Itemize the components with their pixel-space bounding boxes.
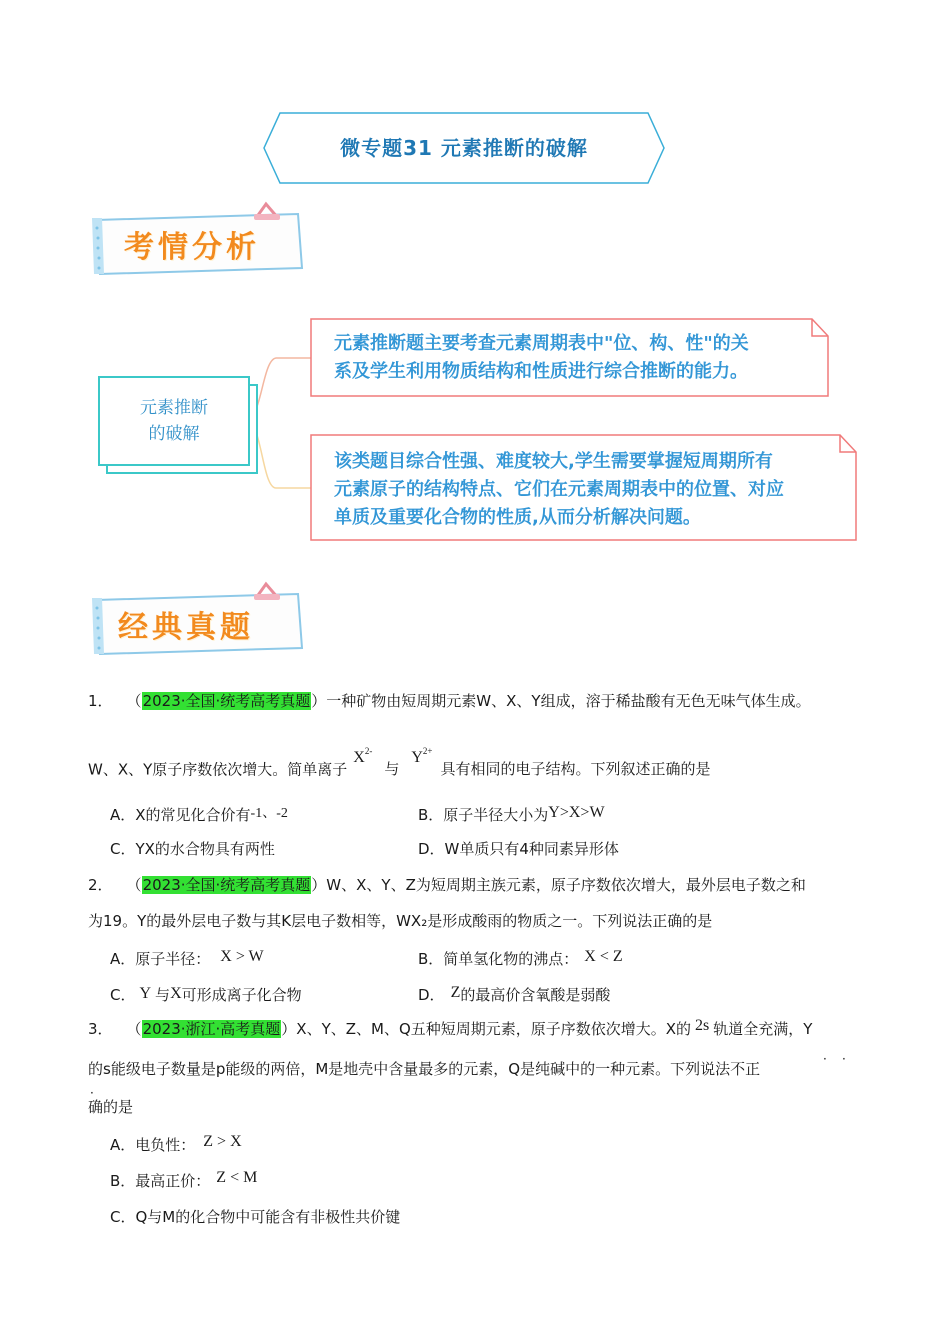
q1-line2	[88, 746, 711, 781]
q1-ion-y-symbol: Y	[411, 749, 423, 767]
q2-option-a-text: A．原子半径：	[110, 950, 211, 968]
q1-option-b[interactable]	[418, 804, 605, 827]
q3-option-b-text: B．最高正价：	[110, 1172, 211, 1190]
card2-line2: 元素原子的结构特点、它们在元素周期表中的位置、对应	[334, 479, 784, 500]
q3-option-a-math: Z > X	[203, 1133, 242, 1150]
q1-line1	[88, 690, 811, 712]
mindmap-center-line2: 的破解	[148, 424, 200, 444]
q1-option-b-math: Y>X>W	[548, 804, 605, 821]
q3-option-b-math: Z < M	[216, 1169, 258, 1186]
q2-source-tag: 2023·全国·统考高考真题	[142, 876, 311, 894]
paperclip-icon	[252, 580, 282, 602]
q3-line1	[88, 1018, 812, 1041]
q2-option-c-and: 与	[155, 986, 171, 1004]
q2-option-d-letter: D．	[418, 986, 445, 1004]
q2-option-b[interactable]	[418, 948, 623, 971]
q3-option-b[interactable]	[110, 1170, 257, 1193]
q3-stem-1b: 轨道全充满，Y	[713, 1020, 813, 1038]
q1-stem-2a: W、X、Y原子序数依次增大。简单离子	[88, 760, 348, 779]
q1-paren-open: （	[126, 692, 142, 710]
q1-option-a-math: -1、-2	[250, 806, 288, 821]
emphasis-dot-2: ·	[842, 1052, 846, 1066]
mindmap-center-line1: 元素推断	[140, 398, 208, 418]
q1-ion-y-charge: 2+	[422, 746, 433, 756]
q2-line2: 为19。Y的最外层电子数与其K层电子数相等，WX₂是形成酸雨的物质之一。下列说法正确的是	[88, 912, 713, 930]
paperclip-icon	[252, 200, 282, 222]
mindmap-center	[98, 376, 250, 466]
q3-option-a-text: A．电负性：	[110, 1136, 196, 1154]
q2-option-c-letter: C．	[110, 986, 136, 1004]
q1-option-a[interactable]	[110, 804, 288, 828]
q2-number: 2．	[88, 876, 113, 894]
q1-option-d[interactable]: D．W单质只有4种同素异形体	[418, 840, 619, 858]
q3-paren-close: ）	[281, 1020, 297, 1038]
q2-paren-close: ）	[311, 876, 327, 894]
q1-stem-1: 一种矿物由短周期元素W、X、Y组成，溶于稀盐酸有无色无味气体生成。	[326, 692, 811, 710]
q2-option-a[interactable]	[110, 948, 264, 971]
q3-paren-open: （	[126, 1020, 142, 1038]
q2-option-d-z: Z	[450, 984, 461, 1001]
section-label-exam: 经典真题	[118, 610, 254, 645]
q1-ion-x	[353, 746, 373, 778]
q2-line1	[88, 874, 806, 896]
q1-paren-close: ）	[311, 692, 327, 710]
emphasis-dot-3: ·	[90, 1086, 94, 1100]
q1-option-c[interactable]: C．YX的水合物具有两性	[110, 840, 275, 858]
q1-ion-x-symbol: X	[353, 749, 365, 767]
q2-option-b-math: X < Z	[584, 948, 623, 965]
card1-line1: 元素推断题主要考查元素周期表中"位、构、性"的关	[334, 333, 749, 354]
q2-stem-1: W、X、Y、Z为短周期主族元素，原子序数依次增大，最外层电子数之和	[326, 876, 806, 894]
q1-ion-y	[411, 746, 433, 778]
q2-option-d-text: 的最高价含氧酸是弱酸	[460, 986, 611, 1004]
q1-source-tag: 2023·全国·统考高考真题	[142, 692, 311, 710]
q2-option-c-text: 可形成离子化合物	[181, 986, 302, 1004]
q1-ion-x-charge: 2-	[364, 746, 373, 756]
q2-option-c-y: Y	[139, 985, 152, 1002]
card1-line2: 系及学生利用物质结构和性质进行综合推断的能力。	[334, 361, 748, 382]
q2-option-c[interactable]	[110, 984, 302, 1007]
q1-option-b-text: B．原子半径大小为	[418, 806, 549, 824]
q3-number: 3．	[88, 1020, 113, 1038]
mindmap-card2	[334, 448, 784, 532]
q3-line2: 的s能级电子数量是p能级的两倍，M是地壳中含量最多的元素，Q是纯碱中的一种元素。下列说法不正	[88, 1060, 761, 1078]
q3-line3: 确的是	[88, 1098, 134, 1116]
section-banner-exam	[90, 588, 305, 654]
q3-stem-1a: X、Y、Z、M、Q五种短周期元素，原子序数依次增大。X的	[296, 1020, 692, 1038]
q3-source-tag: 2023·浙江·高考真题	[142, 1020, 281, 1038]
q1-number: 1．	[88, 692, 113, 710]
card2-line3: 单质及重要化合物的性质,从而分析解决问题。	[334, 507, 701, 528]
q1-stem-2c: 具有相同的电子结构。下列叙述正确的是	[440, 760, 711, 779]
q3-option-a[interactable]	[110, 1134, 242, 1157]
q3-stem-2s: 2s	[695, 1017, 710, 1034]
q2-option-a-math: X > W	[220, 948, 264, 965]
emphasis-dot-1: ·	[823, 1052, 827, 1066]
section-label-analysis: 考情分析	[124, 230, 260, 265]
q2-option-c-x: X	[170, 985, 182, 1002]
q1-stem-2b: 与	[384, 760, 400, 779]
q3-option-c[interactable]: C．Q与M的化合物中可能含有非极性共价键	[110, 1208, 401, 1226]
q1-option-a-text: A．X的常见化合价有	[110, 806, 251, 824]
page-title: 微专题31 元素推断的破解	[340, 136, 588, 160]
card2-line1: 该类题目综合性强、难度较大,学生需要掌握短周期所有	[334, 451, 773, 472]
q2-paren-open: （	[126, 876, 142, 894]
q2-option-d[interactable]	[418, 984, 610, 1007]
section-banner-analysis	[90, 208, 305, 274]
q2-option-b-text: B．简单氢化物的沸点：	[418, 950, 579, 968]
mindmap-card1	[334, 330, 749, 386]
